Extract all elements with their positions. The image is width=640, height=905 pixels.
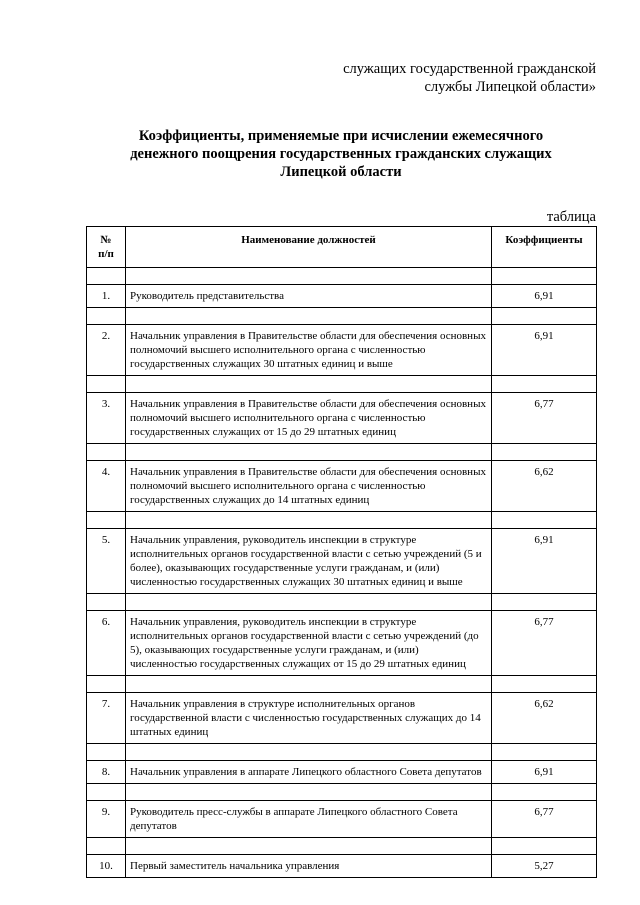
row-spacer-cell: [126, 676, 492, 693]
row-spacer: [87, 376, 597, 393]
table-row: [87, 393, 597, 444]
row-position-name: Начальник управления в Правительстве области для обеспечения основных полномочий высшего исполнительного органа с численностью государственных служащих от 15 до 29 штатных единиц: [126, 393, 492, 444]
row-spacer-cell: [126, 308, 492, 325]
row-spacer-cell: [126, 376, 492, 393]
row-spacer-cell: [492, 744, 597, 761]
row-spacer: [87, 444, 597, 461]
row-spacer-cell: [87, 308, 126, 325]
row-number: 8.: [87, 761, 126, 784]
row-spacer: [87, 676, 597, 693]
row-coefficient: 6,91: [492, 529, 597, 594]
row-coefficient: 6,91: [492, 285, 597, 308]
row-spacer-cell: [126, 594, 492, 611]
row-number: 4.: [87, 461, 126, 512]
header-note: [256, 60, 596, 96]
header-name: Наименование должностей: [126, 227, 492, 268]
row-number: 3.: [87, 393, 126, 444]
document-title: [86, 127, 596, 181]
table-row: [87, 611, 597, 676]
row-spacer-cell: [87, 676, 126, 693]
row-spacer: [87, 784, 597, 801]
row-spacer-cell: [126, 512, 492, 529]
row-spacer-cell: [126, 784, 492, 801]
table-header-row: [87, 227, 597, 268]
row-number: 7.: [87, 693, 126, 744]
row-coefficient: 6,77: [492, 801, 597, 838]
row-spacer-cell: [492, 376, 597, 393]
row-spacer-cell: [492, 444, 597, 461]
row-position-name: Руководитель пресс-службы в аппарате Липецкого областного Совета депутатов: [126, 801, 492, 838]
row-spacer-cell: [87, 444, 126, 461]
row-spacer-cell: [87, 594, 126, 611]
title-line-3: Липецкой области: [280, 164, 402, 180]
row-spacer-cell: [492, 838, 597, 855]
table-row: [87, 461, 597, 512]
row-spacer-cell: [87, 744, 126, 761]
row-spacer: [87, 512, 597, 529]
row-spacer: [87, 838, 597, 855]
header-note-line-2: службы Липецкой области»: [424, 79, 596, 95]
row-number: 2.: [87, 325, 126, 376]
table-row: [87, 855, 597, 878]
row-spacer-cell: [492, 594, 597, 611]
header-num: [87, 227, 126, 268]
row-spacer-cell: [87, 838, 126, 855]
row-position-name: Начальник управления в Правительстве области для обеспечения основных полномочий высшего исполнительного органа с численностью государственных служащих 30 штатных единиц и выше: [126, 325, 492, 376]
row-spacer: [87, 268, 597, 285]
row-spacer-cell: [492, 512, 597, 529]
row-spacer: [87, 308, 597, 325]
row-coefficient: 6,62: [492, 461, 597, 512]
table-row: [87, 325, 597, 376]
row-position-name: Руководитель представительства: [126, 285, 492, 308]
table-row: [87, 693, 597, 744]
row-position-name: Начальник управления, руководитель инспекции в структуре исполнительных органов государственной власти с сетью учреждений (5 и более), оказывающих государственные услуги гражданам, и (или) численностью государственных служащих 30 штатных единиц и выше: [126, 529, 492, 594]
table-row: [87, 801, 597, 838]
row-number: 6.: [87, 611, 126, 676]
row-spacer-cell: [126, 444, 492, 461]
row-position-name: Начальник управления в Правительстве области для обеспечения основных полномочий высшего исполнительного органа с численностью государственных служащих до 14 штатных единиц: [126, 461, 492, 512]
row-position-name: Начальник управления в структуре исполнительных органов государственной власти с численностью государственных служащих до 14 штатных единиц: [126, 693, 492, 744]
row-position-name: Начальник управления, руководитель инспекции в структуре исполнительных органов государственной власти с сетью учреждений (до 5), оказывающих государственные услуги гражданам, и (или) численностью государственных служащих от 15 до 29 штатных единиц: [126, 611, 492, 676]
row-coefficient: 6,91: [492, 761, 597, 784]
row-spacer-cell: [126, 838, 492, 855]
row-number: 1.: [87, 285, 126, 308]
row-coefficient: 6,77: [492, 611, 597, 676]
row-position-name: Первый заместитель начальника управления: [126, 855, 492, 878]
row-spacer-cell: [87, 268, 126, 285]
row-number: 5.: [87, 529, 126, 594]
coefficients-table: [86, 226, 597, 878]
row-coefficient: 6,91: [492, 325, 597, 376]
row-coefficient: 6,77: [492, 393, 597, 444]
table-row: [87, 285, 597, 308]
row-spacer-cell: [492, 308, 597, 325]
table-row: [87, 529, 597, 594]
row-spacer-cell: [492, 268, 597, 285]
row-spacer: [87, 594, 597, 611]
row-number: 9.: [87, 801, 126, 838]
row-spacer-cell: [87, 512, 126, 529]
header-note-line-1: служащих государственной гражданской: [343, 61, 596, 77]
title-line-2: денежного поощрения государственных гражданских служащих: [130, 146, 552, 162]
table-body: [87, 268, 597, 878]
row-spacer: [87, 744, 597, 761]
header-coefficient: Коэффициенты: [492, 227, 597, 268]
row-position-name: Начальник управления в аппарате Липецкого областного Совета депутатов: [126, 761, 492, 784]
row-coefficient: 5,27: [492, 855, 597, 878]
row-spacer-cell: [126, 268, 492, 285]
row-coefficient: 6,62: [492, 693, 597, 744]
row-spacer-cell: [492, 676, 597, 693]
table-label: таблица: [546, 209, 596, 225]
row-spacer-cell: [87, 784, 126, 801]
table-row: [87, 761, 597, 784]
row-spacer-cell: [126, 744, 492, 761]
row-spacer-cell: [492, 784, 597, 801]
header-num-line-1: №: [100, 234, 112, 246]
row-spacer-cell: [87, 376, 126, 393]
title-line-1: Коэффициенты, применяемые при исчислении ежемесячного: [138, 128, 544, 144]
header-num-line-2: п/п: [98, 248, 114, 260]
row-number: 10.: [87, 855, 126, 878]
